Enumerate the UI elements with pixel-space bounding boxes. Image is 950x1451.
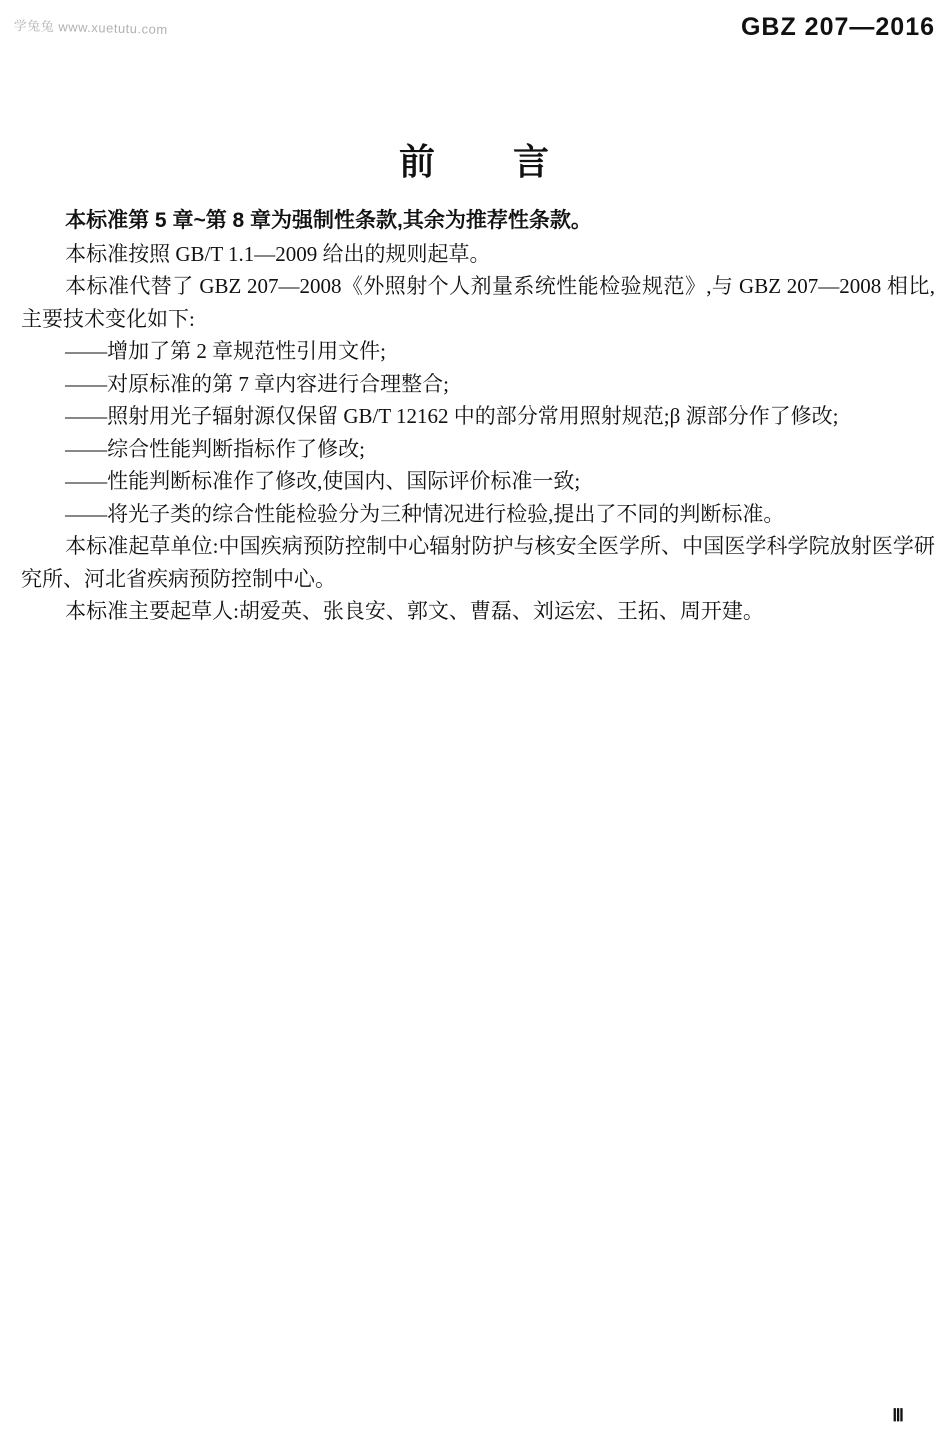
standard-number: GBZ 207—2016	[740, 13, 935, 41]
change-list-item: ——增加了第 2 章规范性引用文件;	[65, 339, 386, 363]
paragraph-mandatory-clauses: 本标准第 5 章~第 8 章为强制性条款,其余为推荐性条款。	[65, 209, 592, 232]
change-list-item: ——综合性能判断指标作了修改;	[65, 436, 365, 461]
watermark-text: 学兔兔 www.xuetutu.com	[13, 17, 168, 38]
paragraph-drafting-rules: 本标准按照 GB/T 1.1—2009 给出的规则起草。	[65, 241, 491, 266]
change-list-item: ——照射用光子辐射源仅保留 GB/T 12162 中的部分常用照射规范;β 源部分作了修改;	[65, 404, 839, 428]
foreword-body	[21, 205, 935, 628]
change-list-item: ——性能判断标准作了修改,使国内、国际评价标准一致;	[65, 469, 581, 493]
page-title: 前 言	[398, 141, 551, 183]
page-number: Ⅲ	[892, 1406, 904, 1425]
paragraph-drafting-organizations: 本标准起草单位:中国疾病预防控制中心辐射防护与核安全医学所、中国医学科学院放射医学研究所、河北省疾病预防控制中心。	[21, 534, 935, 591]
paragraph-drafters: 本标准主要起草人:胡爱英、张良安、郭文、曹磊、刘运宏、王拓、周开建。	[65, 599, 764, 623]
change-list-item: ——对原标准的第 7 章内容进行合理整合;	[65, 371, 449, 396]
change-list-item: ——将光子类的综合性能检验分为三种情况进行检验,提出了不同的判断标准。	[65, 501, 785, 526]
paragraph-replaces-standard: 本标准代替了 GBZ 207—2008《外照射个人剂量系统性能检验规范》,与 GBZ 207—2008 相比,主要技术变化如下:	[21, 274, 935, 331]
